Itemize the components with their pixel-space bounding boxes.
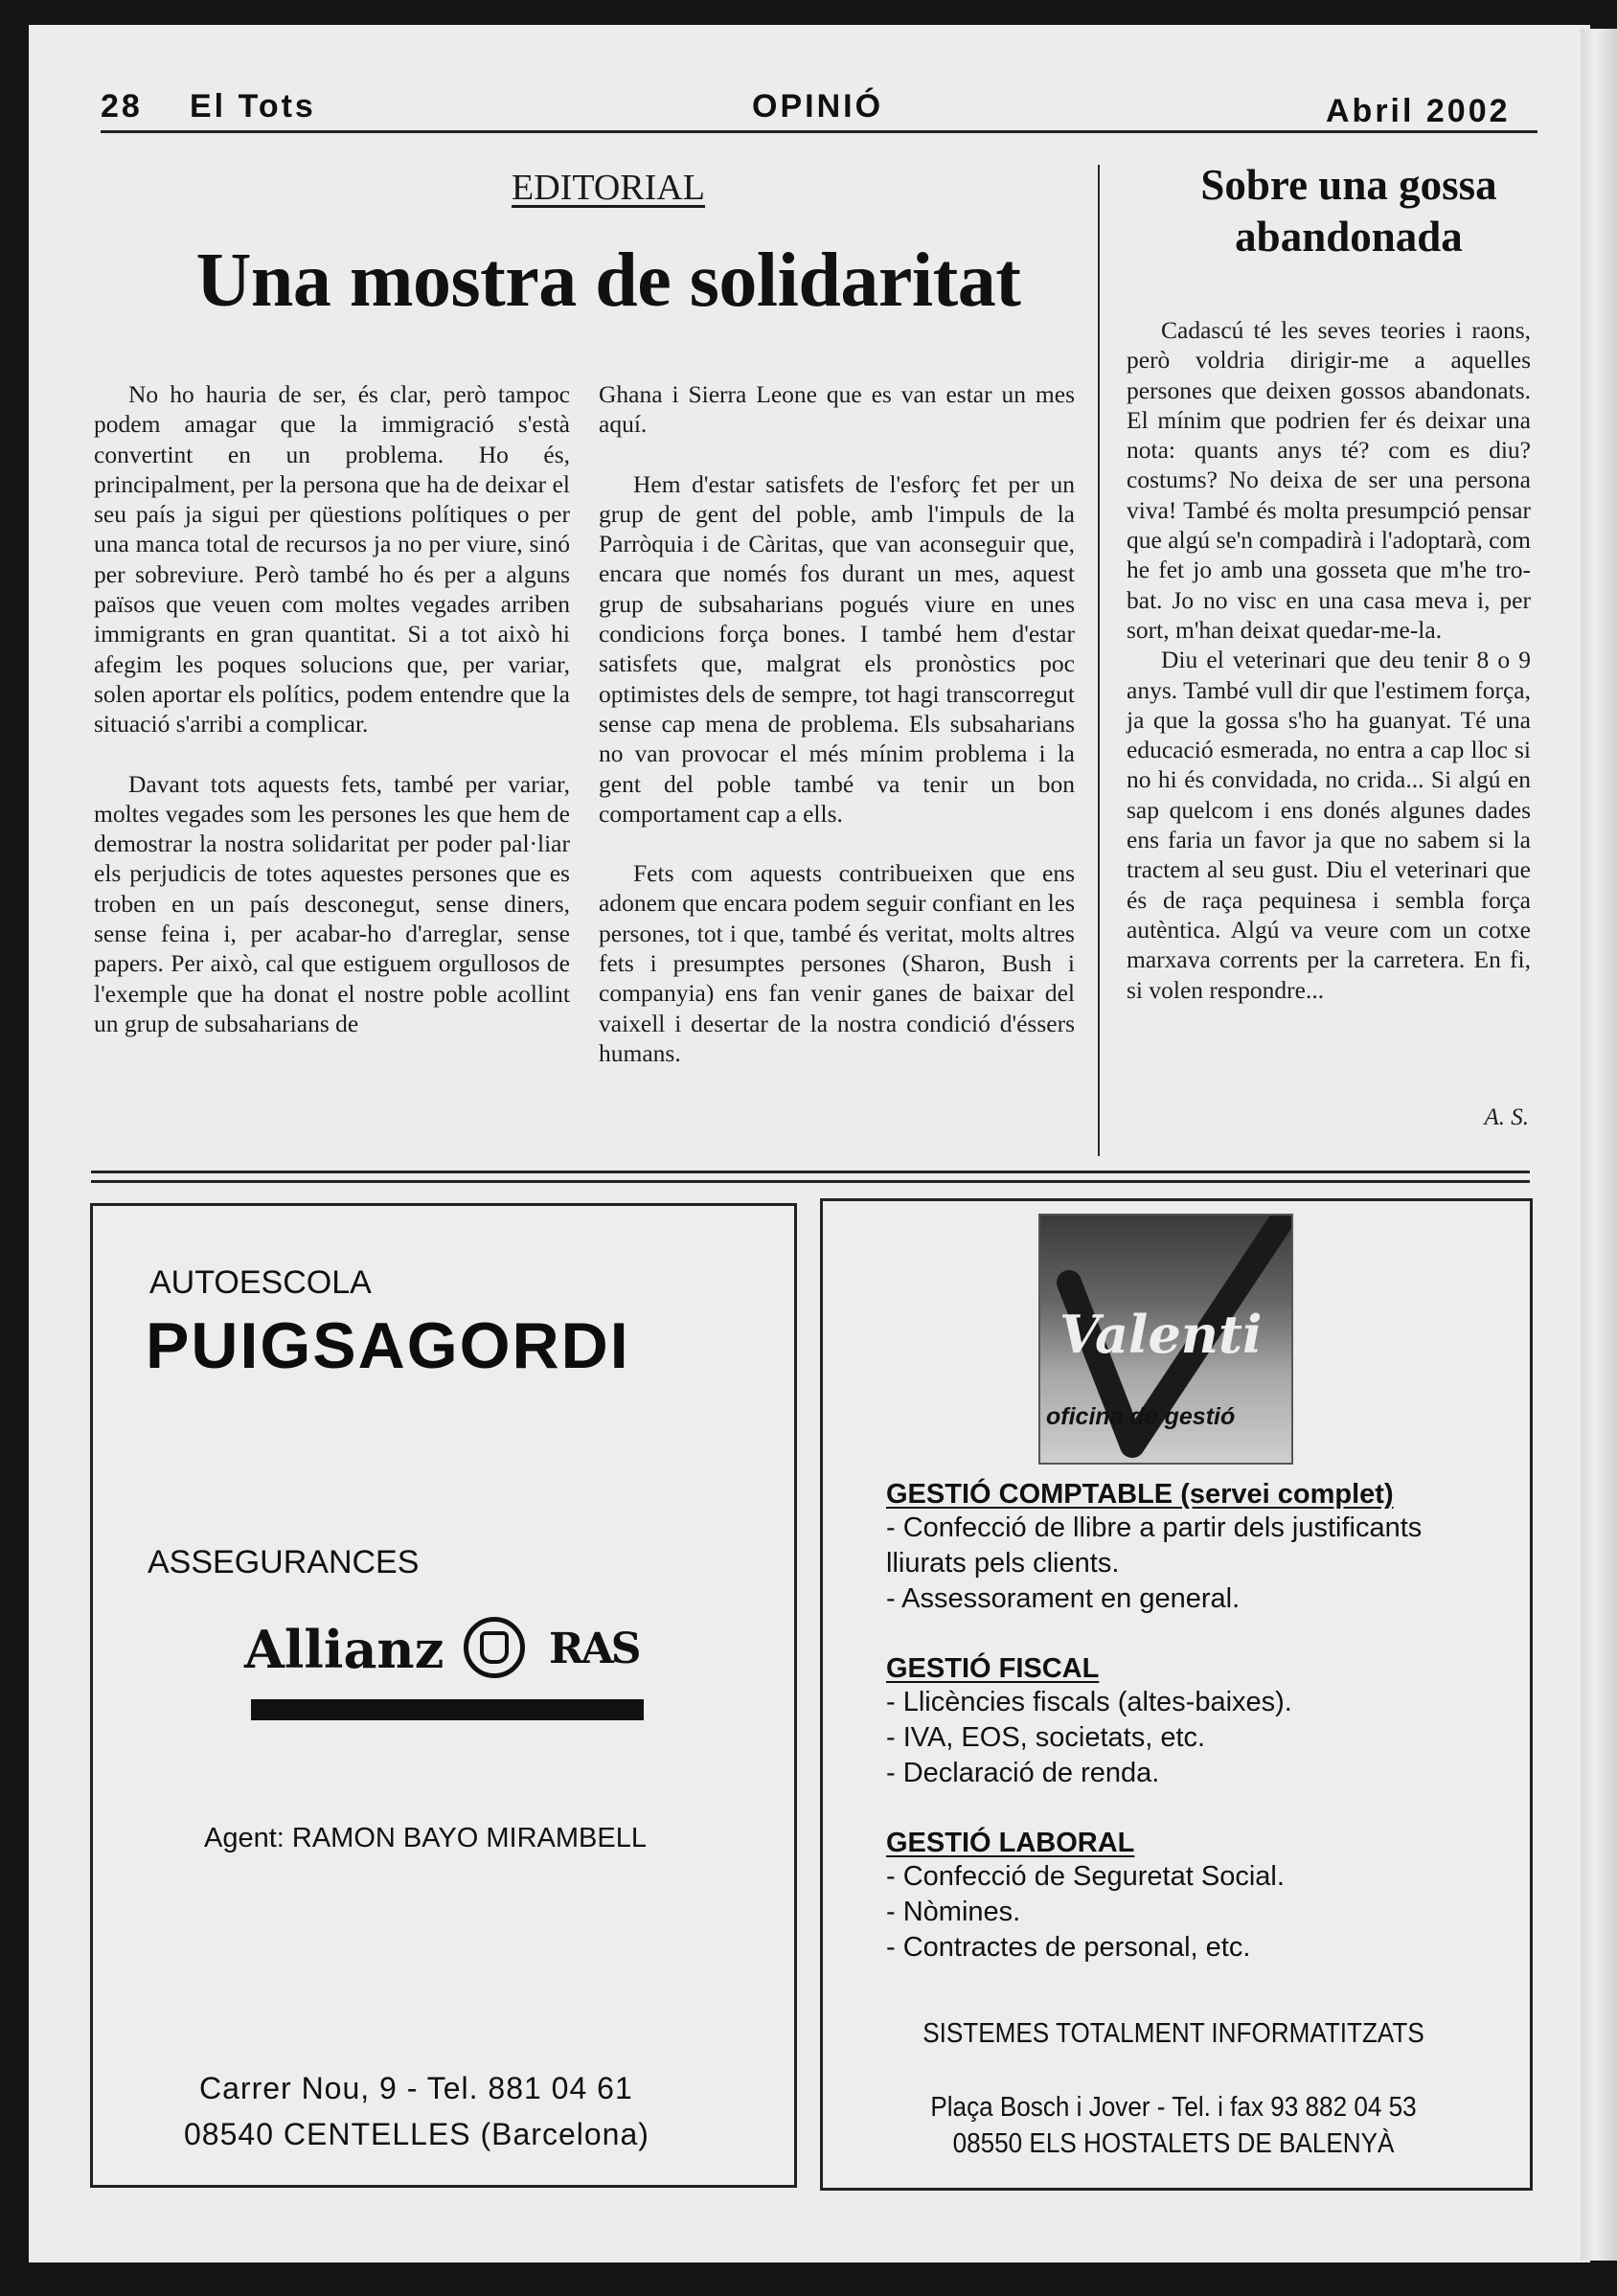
paragraph: No ho hauria de ser, és clar, però tampoc podem amagar que la immigració s'està convertint en un problema. Ho és, principalment, per la persona que ha de deixar el seu país ja sigui per qüestions polítiques o per una manca total de recursos ja no per viure, sinó per sobreviure. Però també ho és per a alguns països que veuen com moltes vegades arriben immigrants en gran quantitat. Si a tot això hi afegim les poques solucions que, per variar, solen aportar els polítics, podem entendre que la situació s'arribi a complicar. (94, 380, 570, 739)
valenti-logo (1038, 1214, 1293, 1465)
ad-right-address-2: 08550 ELS HOSTALETS DE BALENYÀ (952, 2128, 1395, 2159)
paragraph: Hem d'estar satisfets de l'esforç fet per un grup de gent del poble, amb l'impuls de la Parròquia i de Càritas, que van aconseguir que, encara que només fos durant un mes, aquest grup de subsaharians pogués viure en unes condicions força bones. I també hem d'estar satisfets que, malgrat els pronòstics poc optimistes dels de sempre, tot hagi transcorregut sense cap mena de problema. Els subsaharians no van provocar el més mínim problema i la gent del poble també va tenir un bon comportament cap a ells. (599, 469, 1075, 828)
ad-name-puigsagordi: PUIGSAGORDI (146, 1309, 630, 1382)
ras-logo-text: RAS (549, 1625, 639, 1673)
service-line: - Assessorament en general. (886, 1583, 1241, 1614)
publication-name: El Tots (190, 88, 316, 125)
paragraph: Ghana i Sierra Leone que es van estar un mes aquí. (599, 380, 1075, 439)
allianz-logo-text: Allianz (244, 1619, 444, 1680)
paragraph: Davant tots aquests fets, també per variar, moltes vegades som les persones les que hem de demostrar la nostra solidaritat per poder pal·liar els perjudicis de totes aquestes persones que es troben en un país desconegut, sense diners, sense feina i, per acabar-ho d'arreglar, sense papers. Per això, cal que estiguem orgullosos de l'exemple que ha donat el nostre poble acollint un grup de subsaharians de (94, 769, 570, 1037)
paragraph: Cadascú té les seves teories i raons, però voldria dirigir-me a aquelles persones que deixen gossos abandonats. El mínim que podrien fer és deixar una nota: quants anys té? com es diu? costums? No deixa de ser una persona viva! També és molta presumpció pensar que algú se'n compadirà i l'adoptarà, com he fet jo amb una gosseta que m'he trobat. Jo no visc en una casa meva i, per sort, m'han deixat quedar-me-la. (1127, 316, 1531, 644)
paragraph: Diu el veterinari que deu tenir 8 o 9 anys. També vull dir que l'estimem força, ja que la gossa s'ho ha guanyat. Té una educació esmerada, no entra a cap lloc si no hi és convidada, no crida... Si algú en sap quelcom i ens donés algunes dades ens faria un favor ja que no sabem si la tractem al seu gust. Diu el veterinari que és de raça pequinesa i sembla força autèntica. Algú va veure com un cotxe marxava corrents per la carretera. En fi, si volen respondre... (1127, 646, 1531, 1004)
ad-right-address-1: Plaça Bosch i Jover - Tel. i fax 93 882 04 53 (930, 2092, 1417, 2123)
sidebar-title: Sobre una gossa abandonada (1200, 161, 1497, 261)
service-line: - IVA, EOS, societats, etc. (886, 1722, 1206, 1753)
issue-date: Abril 2002 (1326, 93, 1511, 129)
ad-line-autoescola: AUTOESCOLA (149, 1264, 372, 1301)
paragraph: Fets com aquests contribueixen que ens adonem que encara podem seguir confiant en les persones, tot i que, també és veritat, molts altres fets i presumptes persones (Sharon, Bush i companyia) ens fan venir ganes de baixar del vaixell i desertar de la nostra condició d'éssers humans. (599, 859, 1075, 1067)
service-heading: GESTIÓ LABORAL (886, 1828, 1135, 1858)
logo-script-text: Valenti (1059, 1304, 1263, 1365)
ad-agent: Agent: RAMON BAYO MIRAMBELL (204, 1823, 647, 1853)
section-rule (91, 1180, 1530, 1183)
service-line: - Confecció de llibre a partir dels justificants (886, 1512, 1423, 1543)
service-line: - Nòmines. (886, 1897, 1021, 1927)
service-line: - Declaració de renda. (886, 1758, 1160, 1788)
section-rule (91, 1171, 1530, 1173)
section-name: OPINIÓ (752, 88, 884, 125)
ad-black-bar (251, 1699, 644, 1720)
service-heading: GESTIÓ FISCAL (886, 1653, 1100, 1684)
ad-address-line-1: Carrer Nou, 9 - Tel. 881 04 61 (199, 2071, 633, 2105)
editorial-column-2 (599, 379, 1075, 1068)
service-heading: GESTIÓ COMPTABLE (servei complet) (886, 1479, 1394, 1510)
sidebar-column (1127, 315, 1531, 1005)
services-list (886, 1479, 1499, 1966)
page-edge (1581, 29, 1617, 2261)
ad-address-line-2: 08540 CENTELLES (Barcelona) (184, 2117, 649, 2151)
service-line: lliurats pels clients. (886, 1548, 1120, 1579)
editorial-column-1 (94, 379, 570, 1038)
ad-tagline: SISTEMES TOTALMENT INFORMATITZATS (922, 2018, 1424, 2049)
service-line: - Confecció de Seguretat Social. (886, 1861, 1285, 1892)
editorial-headline: Una mostra de solidaritat (195, 239, 1021, 323)
service-line: - Contractes de personal, etc. (886, 1932, 1251, 1963)
allianz-eagle-icon (464, 1617, 525, 1678)
column-divider (1098, 165, 1100, 1156)
service-line: - Llicències fiscals (altes-baixes). (886, 1687, 1292, 1717)
ad-line-assegurances: ASSEGURANCES (148, 1544, 420, 1580)
header-rule (101, 130, 1537, 133)
editorial-kicker: EDITORIAL (512, 168, 705, 208)
page-number: 28 (101, 88, 143, 125)
signature: A. S. (1484, 1104, 1529, 1130)
logo-subtitle: oficina de gestió (1046, 1403, 1236, 1430)
